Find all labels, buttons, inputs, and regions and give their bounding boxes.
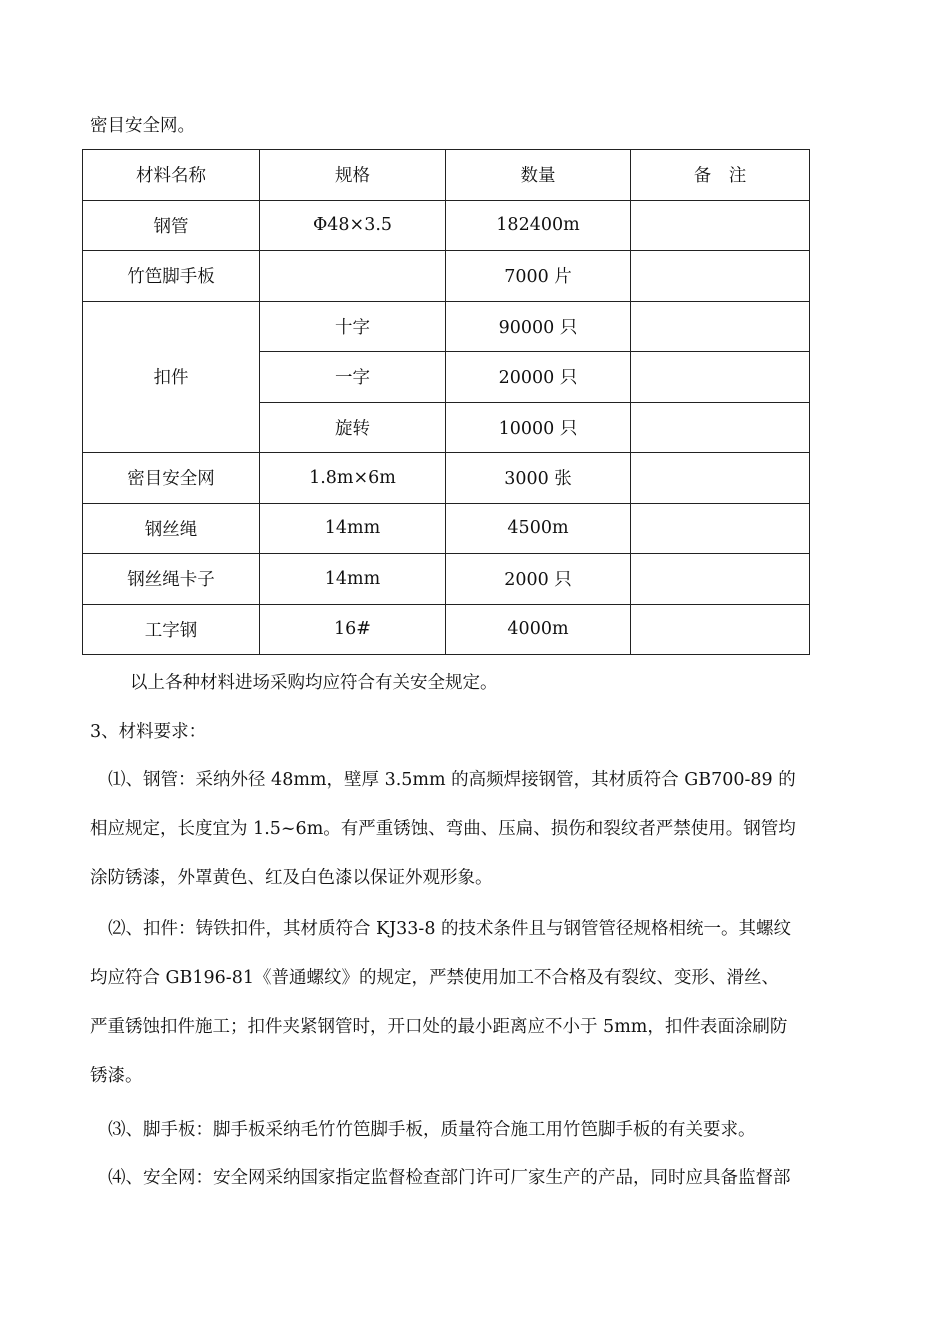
- spec-cell: 14mm: [260, 503, 446, 554]
- note-cell: [631, 301, 810, 352]
- table-row: [83, 554, 810, 605]
- paragraph-line: ⑷、安全网：安全网采纳国家指定监督检查部门许可厂家生产的产品，同时应具备监督部: [108, 1168, 791, 1188]
- paragraph-line: 锈漆。: [90, 1066, 143, 1086]
- table-row: [83, 503, 810, 554]
- note-cell: [631, 503, 810, 554]
- intro-line: 密目安全网。: [90, 116, 195, 136]
- quantity-cell: 10000 只: [446, 402, 631, 453]
- after-table-note: 以上各种材料进场采购均应符合有关安全规定。: [130, 673, 498, 693]
- material-name-cell: 钢丝绳: [83, 503, 260, 554]
- note-cell: [631, 453, 810, 504]
- paragraph-safety-net: [90, 1154, 865, 1203]
- table-row: [83, 453, 810, 504]
- quantity-cell: 90000 只: [446, 301, 631, 352]
- header-cell: 材料名称: [83, 150, 260, 201]
- spec-cell: 16#: [260, 604, 446, 655]
- paragraph-line: 涂防锈漆，外罩黄色、红及白色漆以保证外观形象。: [90, 868, 493, 888]
- spec-cell: [260, 251, 446, 302]
- quantity-cell: 20000 只: [446, 352, 631, 403]
- quantity-cell: 4500m: [446, 503, 631, 554]
- spec-cell: 十字: [260, 301, 446, 352]
- material-name-cell: 钢管: [83, 200, 260, 251]
- quantity-cell: 7000 片: [446, 251, 631, 302]
- note-cell: [631, 604, 810, 655]
- quantity-cell: 3000 张: [446, 453, 631, 504]
- table-row: [83, 604, 810, 655]
- spec-cell: 一字: [260, 352, 446, 403]
- spec-cell: 1.8m×6m: [260, 453, 446, 504]
- quantity-cell: 182400m: [446, 200, 631, 251]
- table-row: [83, 251, 810, 302]
- paragraph-scaffold-board: [90, 1106, 865, 1155]
- header-cell: 规格: [260, 150, 446, 201]
- note-cell: [631, 352, 810, 403]
- paragraph-line: ⑴、钢管：采纳外径 48mm，壁厚 3.5mm 的高频焊接钢管，其材质符合 GB700-89 的: [108, 770, 796, 790]
- note-cell: [631, 402, 810, 453]
- materials-table: [82, 149, 810, 655]
- material-name-cell: 扣件: [83, 301, 260, 453]
- note-cell: [631, 251, 810, 302]
- paragraph-line: 均应符合 GB196-81《普通螺纹》的规定，严禁使用加工不合格及有裂纹、变形、滑丝、: [90, 968, 779, 988]
- table-row: [83, 200, 810, 251]
- header-cell: 数量: [446, 150, 631, 201]
- quantity-cell: 4000m: [446, 604, 631, 655]
- paragraph-line: 相应规定，长度宜为 1.5~6m。有严重锈蚀、弯曲、压扁、损伤和裂纹者严禁使用。钢管均: [90, 819, 796, 839]
- spec-cell: Φ48×3.5: [260, 200, 446, 251]
- table-row: [83, 301, 810, 352]
- spec-cell: 旋转: [260, 402, 446, 453]
- paragraph-line: 严重锈蚀扣件施工；扣件夹紧钢管时，开口处的最小距离应不小于 5mm，扣件表面涂刷防: [90, 1017, 788, 1037]
- quantity-cell: 2000 只: [446, 554, 631, 605]
- paragraph-steel-pipe: [90, 756, 865, 903]
- header-cell: 备 注: [631, 150, 810, 201]
- note-cell: [631, 554, 810, 605]
- section-heading: 3、材料要求：: [90, 722, 207, 742]
- spec-cell: 14mm: [260, 554, 446, 605]
- material-name-cell: 工字钢: [83, 604, 260, 655]
- paragraph-line: ⑶、脚手板：脚手板采纳毛竹竹笆脚手板，质量符合施工用竹笆脚手板的有关要求。: [108, 1120, 756, 1140]
- paragraph-fastener: [90, 905, 865, 1101]
- material-name-cell: 钢丝绳卡子: [83, 554, 260, 605]
- note-cell: [631, 200, 810, 251]
- material-name-cell: 竹笆脚手板: [83, 251, 260, 302]
- table-header-row: [83, 150, 810, 201]
- material-name-cell: 密目安全网: [83, 453, 260, 504]
- paragraph-line: ⑵、扣件：铸铁扣件，其材质符合 KJ33-8 的技术条件且与钢管管径规格相统一。其螺纹: [108, 919, 792, 939]
